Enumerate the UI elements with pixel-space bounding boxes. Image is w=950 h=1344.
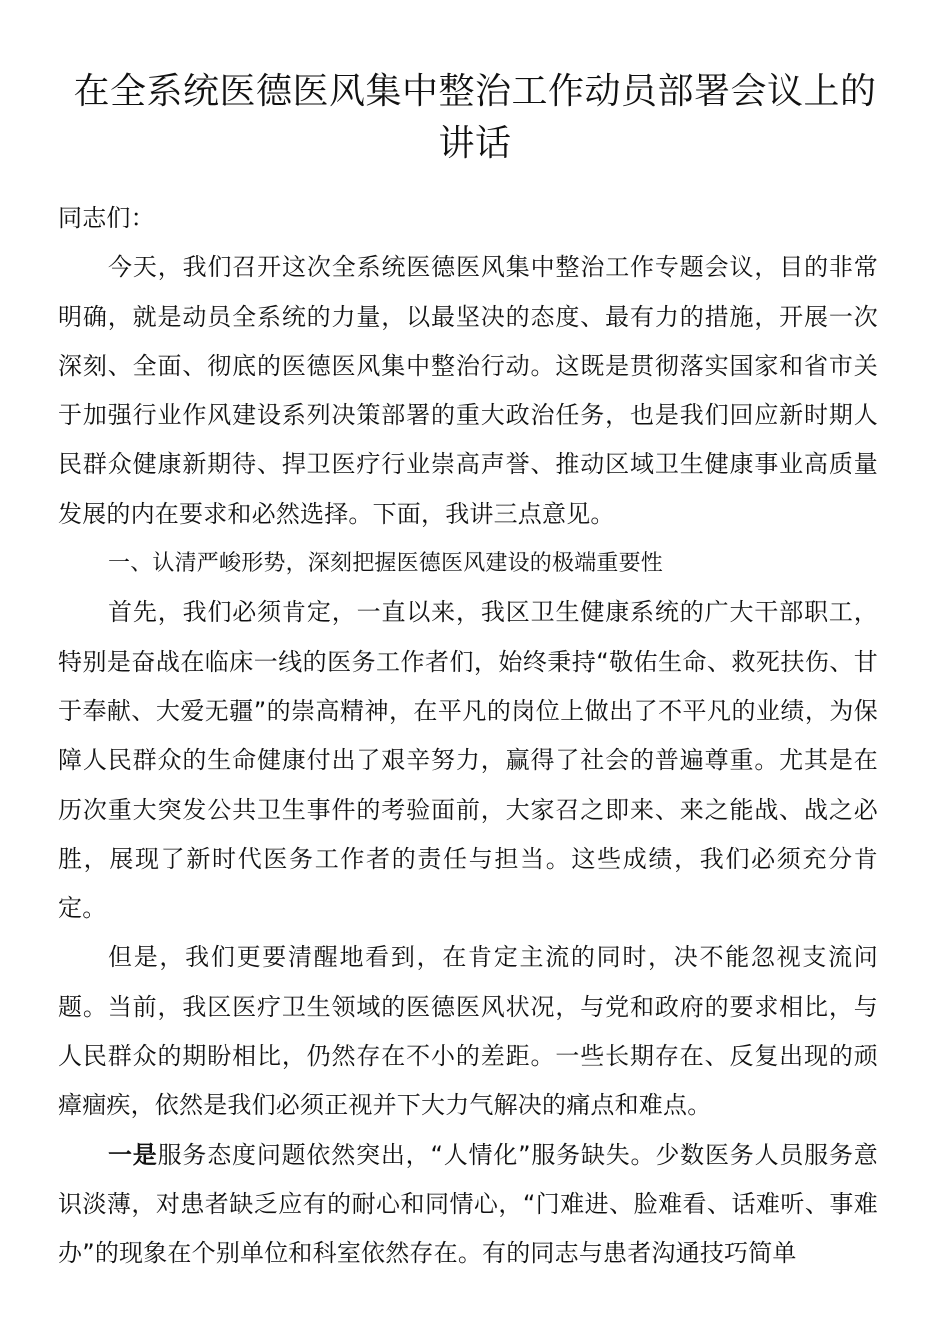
paragraph-affirmation: 首先，我们必须肯定，一直以来，我区卫生健康系统的广大干部职工，特别是奋战在临床一线的医务工作者们，始终秉持“敬佑生命、救死扶伤、甘于奉献、大爱无疆”的崇高精神，在平凡的岗位上做出了不平凡的业绩，为保障人民群众的生命健康付出了艰辛努力，赢得了社会的普遍尊重。尤其是在历次重大突发公共卫生事件的考验面前，大家召之即来、来之能战、战之必胜，展现了新时代医务工作者的责任与担当。这些成绩，我们必须充分肯定。 — [58, 598, 878, 923]
paragraph-point-one — [58, 1131, 878, 1279]
paragraph-problems: 但是，我们更要清醒地看到，在肯定主流的同时，决不能忽视支流问题。当前，我区医疗卫生领域的医德医风状况，与党和政府的要求相比，与人民群众的期盼相比，仍然存在不小的差距。一些长期存在、反复出现的顽瘴痼疾，依然是我们必须正视并下大力气解决的痛点和难点。 — [58, 943, 878, 1120]
document-title: 在全系统医德医风集中整治工作动员部署会议上的讲话 — [73, 71, 877, 164]
paragraph-intro: 今天，我们召开这次全系统医德医风集中整治工作专题会议，目的非常明确，就是动员全系统的力量，以最坚决的态度、最有力的措施，开展一次深刻、全面、彻底的医德医风集中整治行动。这既是贯彻落实国家和省市关于加强行业作风建设系列决策部署的重大政治任务，也是我们回应新时期人民群众健康新期待、捍卫医疗行业崇高声誉、推动区域卫生健康事业高质量发展的内在要求和必然选择。下面，我讲三点意见。 — [58, 253, 878, 528]
section-heading-1: 一、认清严峻形势，深刻把握医德医风建设的极端重要性 — [108, 551, 664, 577]
point-one-lead: 一是 — [108, 1140, 158, 1169]
point-one-text: 服务态度问题依然突出，“人情化”服务缺失。少数医务人员服务意识淡薄，对患者缺乏应有的耐心和同情心，“门难进、脸难看、话难听、事难办”的现象在个别单位和科室依然存在。有的同志与患者沟通技巧简单 — [58, 1140, 878, 1268]
salutation: 同志们： — [58, 204, 155, 232]
document-body — [58, 194, 878, 1279]
